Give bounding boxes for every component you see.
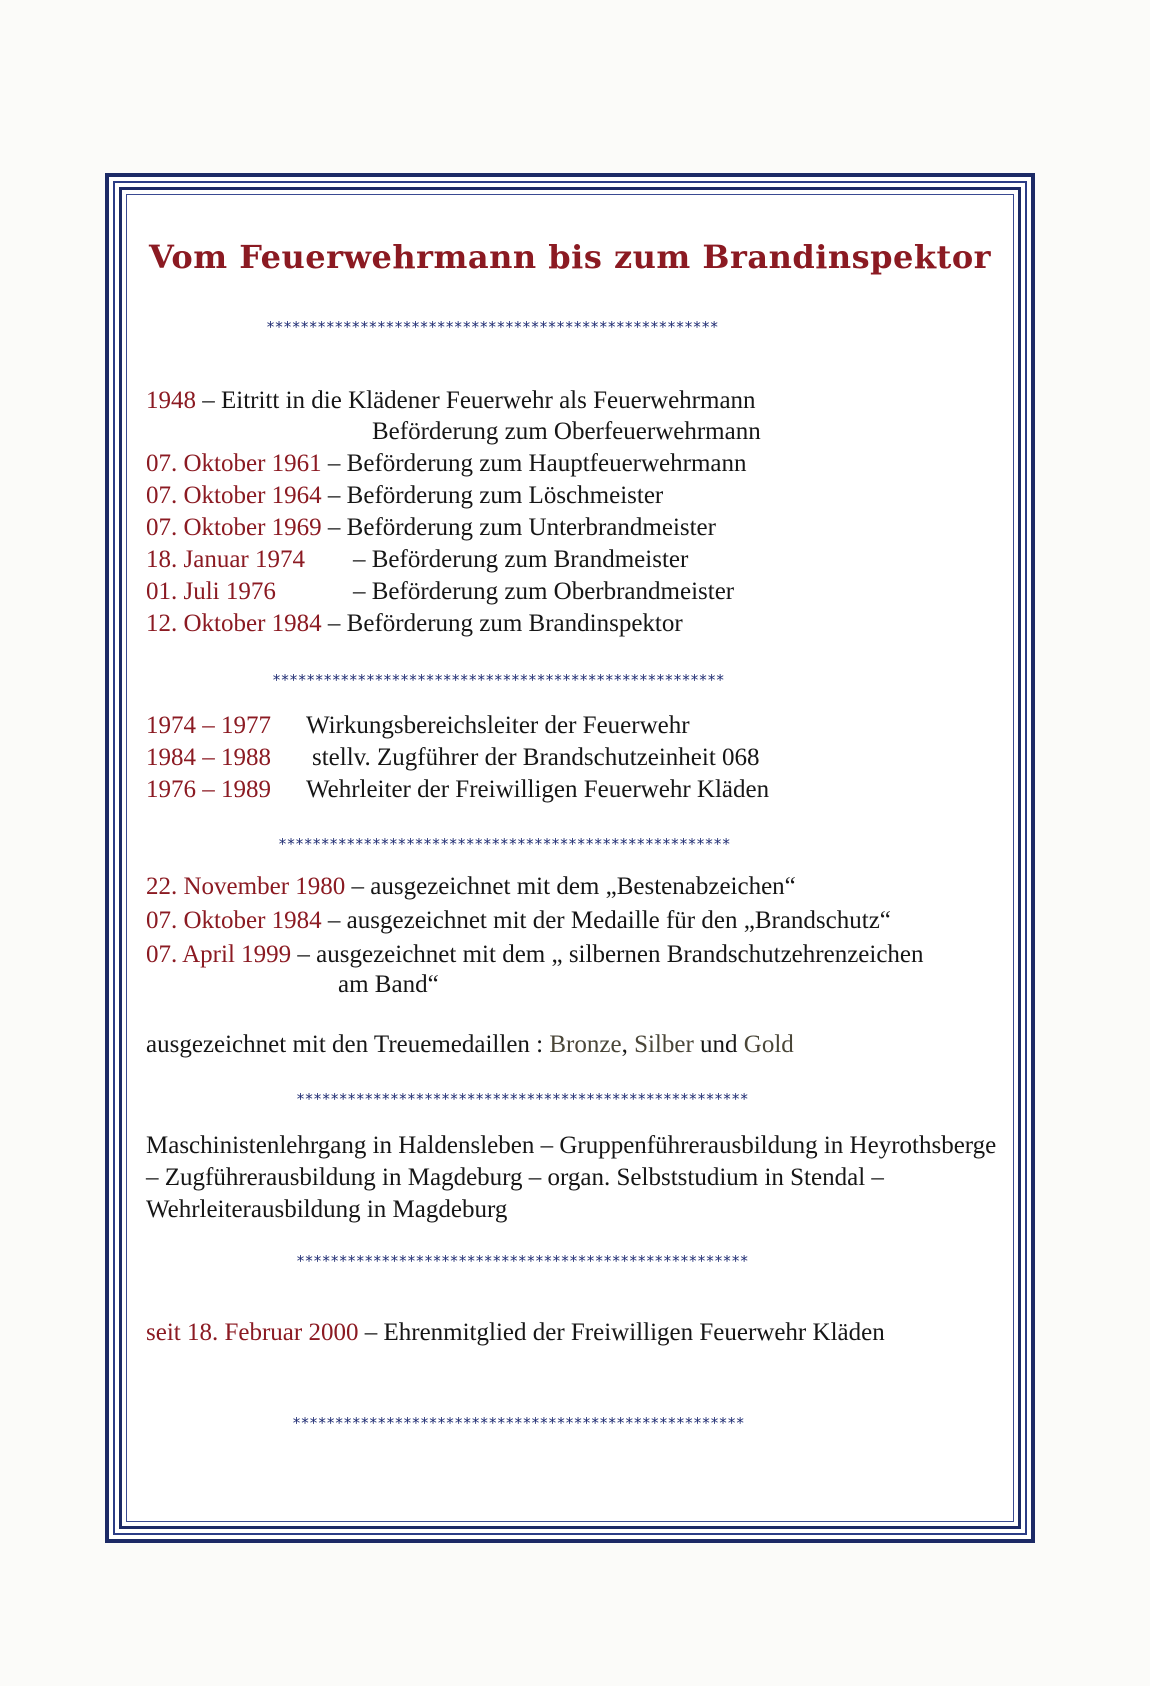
separator-stars: ***************************************************** bbox=[292, 1414, 745, 1432]
award-text: – ausgezeichnet mit dem „ silbernen Brandschutzehrenzeichen bbox=[297, 941, 924, 968]
promotion-row bbox=[372, 417, 761, 447]
award-text: – ausgezeichnet mit der Medaille für den „Brandschutz“ bbox=[327, 907, 891, 934]
promotion-row bbox=[146, 577, 734, 607]
silver-label: Silber bbox=[634, 1031, 694, 1058]
gold-label: Gold bbox=[743, 1031, 794, 1058]
promotion-row bbox=[146, 545, 688, 575]
separator-stars: ***************************************************** bbox=[266, 318, 719, 336]
function-text: stellv. Zugführer der Brandschutzeinheit 068 bbox=[312, 744, 760, 771]
function-period: 1974 – 1977 bbox=[146, 712, 271, 739]
bronze-label: Bronze bbox=[549, 1031, 622, 1058]
page-title: Vom Feuerwehrmann bis zum Brandinspektor bbox=[148, 238, 992, 276]
function-row bbox=[146, 743, 760, 773]
function-text: Wehrleiter der Freiwilligen Feuerwehr Kläden bbox=[306, 776, 770, 803]
separator-stars: ***************************************************** bbox=[278, 835, 731, 853]
promotion-row bbox=[146, 386, 756, 416]
award-text: am Band“ bbox=[338, 971, 439, 998]
award-row bbox=[146, 872, 796, 902]
loyalty-comma: , bbox=[621, 1031, 628, 1058]
promotion-row bbox=[146, 609, 683, 639]
loyalty-and: und bbox=[700, 1031, 738, 1058]
award-date: 07. Oktober 1984 bbox=[146, 907, 322, 934]
separator-stars: ***************************************************** bbox=[272, 671, 725, 689]
promotion-text: – Beförderung zum Löschmeister bbox=[327, 482, 664, 509]
promotion-date: 07. Oktober 1969 bbox=[146, 514, 322, 541]
award-row bbox=[146, 906, 891, 936]
honor-text: – Ehrenmitglied der Freiwilligen Feuerwehr Kläden bbox=[364, 1319, 885, 1346]
function-period: 1984 – 1988 bbox=[146, 744, 271, 771]
promotion-date: 07. Oktober 1961 bbox=[146, 450, 322, 477]
promotion-date: 1948 bbox=[146, 387, 196, 414]
award-row bbox=[146, 940, 924, 970]
award-row bbox=[338, 970, 439, 1000]
promotion-text: – Beförderung zum Hauptfeuerwehrmann bbox=[327, 450, 747, 477]
promotion-text: – Beförderung zum Oberbrandmeister bbox=[353, 578, 735, 605]
promotion-text: – Beförderung zum Brandinspektor bbox=[327, 610, 683, 637]
award-date: 22. November 1980 bbox=[146, 873, 346, 900]
promotion-date: 18. Januar 1974 bbox=[146, 546, 305, 573]
promotion-date: 12. Oktober 1984 bbox=[146, 610, 322, 637]
function-row bbox=[146, 711, 690, 741]
promotion-date: 07. Oktober 1964 bbox=[146, 482, 322, 509]
honor-date: seit 18. Februar 2000 bbox=[146, 1319, 359, 1346]
promotion-text: – Beförderung zum Unterbrandmeister bbox=[327, 514, 716, 541]
loyalty-prefix: ausgezeichnet mit den Treuemedaillen : bbox=[146, 1031, 544, 1058]
function-period: 1976 – 1989 bbox=[146, 776, 271, 803]
promotion-row bbox=[146, 449, 747, 479]
training-paragraph: Maschinistenlehrgang in Haldensleben – Gruppenführerausbildung in Heyrothsberge – Zugführerausbildung in Magdeburg – organ. Selbststudium in Stendal – Wehrleiterausbildung in Magdeburg bbox=[146, 1132, 997, 1223]
function-row bbox=[146, 775, 769, 805]
promotion-text: – Beförderung zum Brandmeister bbox=[353, 546, 689, 573]
promotion-text: – Eitritt in die Klädener Feuerwehr als Feuerwehrmann bbox=[202, 387, 756, 414]
promotion-row bbox=[146, 513, 716, 543]
promotion-row bbox=[146, 481, 663, 511]
separator-stars: ***************************************************** bbox=[296, 1252, 749, 1270]
award-date: 07. April 1999 bbox=[146, 941, 292, 968]
award-text: – ausgezeichnet mit dem „Bestenabzeichen“ bbox=[351, 873, 796, 900]
loyalty-medals-line bbox=[146, 1030, 794, 1060]
honor-row bbox=[146, 1318, 885, 1348]
promotion-date: 01. Juli 1976 bbox=[146, 578, 276, 605]
function-text: Wirkungsbereichsleiter der Feuerwehr bbox=[306, 712, 690, 739]
promotion-text: Beförderung zum Oberfeuerwehrmann bbox=[372, 418, 761, 445]
separator-stars: ***************************************************** bbox=[296, 1090, 749, 1108]
